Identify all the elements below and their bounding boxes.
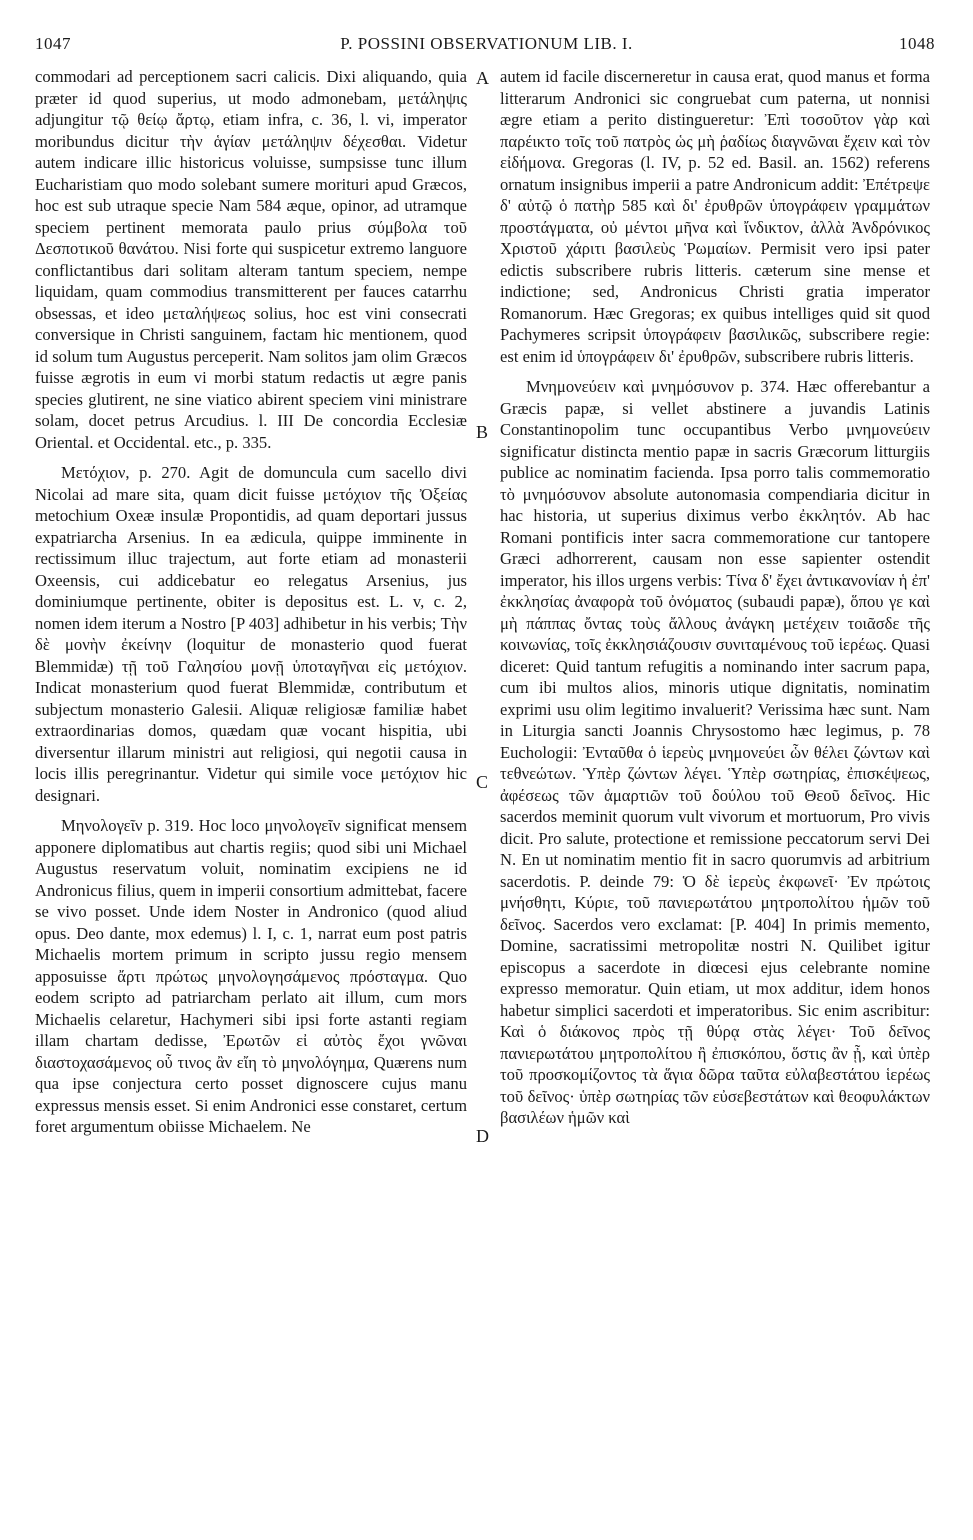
left-column bbox=[35, 66, 467, 1138]
paragraph-menologein: Μηνολογεῖν p. 319. Hoc loco μηνολογεῖν significat mensem apponere diplomatibus aut chartis regiis; quod sibi uni Michael Augustus reservatum voluit, nominatim excipiens ne id Andronicus filius, quem in imperii consortium admittebat, facere se vivo posset. Unde idem Noster in Andronico (quod aliud opus. Deo dante, mox edemus) l. I, c. 1, narrat eum post patris Michaelis mortem primum in scripto jussu regio mensem apposuisse ἄρτι πρώτως μηνολογησάμενος πρόσταγμα. Quo eodem scripto ad patriarcham perlato ait illum, cum mors Michaelis celaretur, Hachymeri sibi ipsi forte astanti regiam illam chartam dedisse, Ἐρωτῶν εἰ αὐτὸς ἔχοι γνῶναι διαστοχασάμενος οὗ τινος ἂν εἴη τὸ μηνολόγημα, Quærens num qua ipse conjectura certo posset dignoscere cujus manu expressus mensis esset. Si enim Andronici esse constaret, certum foret argumentum obiisse Michaelem. Ne bbox=[35, 816, 467, 1136]
margin-letter-c: C bbox=[476, 772, 489, 792]
right-column bbox=[500, 66, 930, 1129]
margin-letter-a: A bbox=[476, 68, 489, 88]
page-number-left: 1047 bbox=[35, 34, 71, 53]
page-number-right: 1048 bbox=[899, 34, 935, 53]
paragraph-mnemoneuein: Μνημονεύειν καὶ μνημόσυνον p. 374. Hæc offerebantur a Græcis papæ, si vellet abstinere a juvandis Latinis Constantinopolim tunc occupantibus Verbo μνημονεύειν significatur distincta mentio papæ in sacris Græcorum litturgiis publice ac nominatim facienda. Ipsa porro talis commemoratio τὸ μνημόσυνον absolute autonomasia compendiaria dicitur in hac historia, ut superius diximus verbo ἐκκλητόν. Ab hac Romani pontificis inter sacra commemoratione cur tantopere Græci adhorrerent, causam non esse sapienter ostendit imperator, his illos urgens verbis: Τίνα δ' ἔχει ἀντικανονίαν ἡ ἐπ' ἐκκλησίας ἀναφορὰ τοῦ ὀνόματος (subaudi papæ), ὅπου γε καὶ μὴ πάππας ὄντας τοὺς ἄλλους ἀνάγκη μετέχειν τοιᾶσδε τῆς κοινωνίας, τοῖς ἐκκλησιάζουσιν συνιταμένους τοῦ ἱερέως. Quasi diceret: Quid tantum refugitis a nominando inter sacrum papa, cum ibi multos alios, minoris utique dignitatis, nominatim exprimi usu olim legitimo invaluerit? Verissima hæc sunt. Nam in Liturgia sancti Joannis Chrysostomo hæc legimus, p. 78 Euchologii: Ἐνταῦθα ὁ ἱερεὺς μνημονεύει ὧν θέλει ζώντων καὶ τεθνεώτων. Ὑπὲρ ζώντων λέγει. Ὑπὲρ σωτηρίας, ἐπισκέψεως, ἀφέσεως τῶν ἁμαρτιῶν τοῦ δούλου τοῦ Θεοῦ δεῖνος. Hic sacerdos meminit quorum vult vivorum et mortuorum, Pro vivis dicit. Pro salute, protectione et remissione peccatorum servi Dei N. En ut nominatim mentio fit in sacro quorumvis ad arbitrium sacerdotis. P. deinde 79: Ὁ δὲ ἱερεὺς ἐκφωνεῖ· Ἐν πρώτοις μνήσθητι, Κύριε, τοῦ πανιερωτάτου μητροπολίτου ἡμῶν τοῦ δεῖνος. Sacerdos vero exclamat: [P. 404] In primis memento, Domine, sacratissimi metropolitæ nostri N. Quilibet igitur episcopus a sacerdote in diœcesi ejus celebrante nomine expresso memoratur. Quin etiam, ut mox additur, idem honos habetur simplici sacerdoti et imperatoribus. Sic enim ascribitur: Καὶ ὁ διάκονος πρὸς τῇ θύρᾳ στὰς λέγει· Τοῦ δεῖνος πανιερωτάτου μητροπολίτου ἢ ἐπισκόπου, ὅστις ἂν ᾖ, καὶ ὑπὲρ τοῦ προσκομίζοντος τὰ ἅγια δῶρα ταῦτα εὐλαβεστάτου ἱερέως τοῦ δεῖνος· ὑπὲρ σωτηρίας τῶν εὐσεβεστάτων καὶ θεοφυλάκτων βασιλέων ἡμῶν καὶ bbox=[500, 377, 930, 1127]
paragraph-continuation: autem id facile discerneretur in causa erat, quod manus et forma litterarum Andronici sic congruebat cum paterna, ut nonnisi ægre etiam a perito distingueretur: Ἐπὶ τοσοῦτον γὰρ καὶ παρέικτο τοῖς τοῦ πατρὸς ὡς μὴ ῥαδίως διαγνῶναι ἔχειν καὶ τὸν εἰδήμονα. Gregoras (l. IV, p. 52 ed. Basil. an. 1562) referens ornatum insignibus imperii a patre Andronicum addit: Ἐπέτρεψε δ' αὐτῷ ὁ πατὴρ 585 καὶ δι' ἐρυθρῶν ὑπογράφειν γραμμάτων προστάγματα, οὐ μέντοι μῆνα καὶ ἴνδικτον, ἀλλὰ Ἀνδρόνικος Χριστοῦ χάριτι βασιλεὺς Ῥωμαίων. Permisit vero ipsi pater edictis subscribere rubris litteris. cæterum sine mense et indictione; sed, Andronicus Christi gratia imperator Romanorum. Hæc Gregoras; ex quibus intelliges quid sit quod Pachymeres scripsit ὑπογράφειν βασιλικῶς, subscribere regie: est enim id ὑπογράφειν δι' ἐρυθρῶν, subscribere rubris litteris. bbox=[500, 67, 930, 366]
margin-letter-d: D bbox=[476, 1126, 489, 1146]
paragraph-calicis: commodari ad perceptionem sacri calicis. Dixi aliquando, quia præter id quod superius, ut modo admonebam, μετάληψις adjungitur τῷ θείῳ ἄρτῳ, etiam infra, c. 36, l. vi, imperator moribundus dicitur τὴν ἁγίαν μετάληψιν δέχεσθαι. Videtur autem indicare illic historicus voluisse, sumpsisse tunc illum Eucharistiam quo modo solebant sumere morituri apud Græcos, hoc est sub utraque specie Nam 584 æque, opinor, ad utramque speciem pertinent memorata paulo prius σύμβολα τοῦ Δεσποτικοῦ θανάτου. Nisi forte qui suspicetur extremo languore conflictantibus dari solitam alteram tantum speciem, nempe liquidam, quam commodius transmitterent per fauces catarrhu obsessas, et ideo μεταλήψεως solius, hoc est vini consecrati conversique in Christi sanguinem, factam hic mentionem, quod id solum tum Augustus perceperit. Nam solitos jam olim Græcos fuisse ægrotis in eum vi morbi statum redactis ut ægre panis species glutirent, ne sine viatico abirent speciem vini ministrare solam, docet petrus Arcudius. l. III De concordia Ecclesiæ Oriental. et Occidental. etc., p. 335. bbox=[35, 67, 467, 452]
running-title: P. POSSINI OBSERVATIONUM LIB. I. bbox=[340, 34, 633, 53]
margin-letter-b: B bbox=[476, 422, 489, 442]
paragraph-metochion: Μετόχιον, p. 270. Agit de domuncula cum sacello divi Nicolai ad mare sita, quam dicit fuisse μετόχιον τῆς Ὀξείας metochium Oxeæ insulæ Propontidis, ad quam deportari jussus expatriarcha Arsenius. In ea ædicula, quippe imminente in rectissimum illuc trajectum, aut forte etiam ad monasterii Oxeensis, cui addicebatur eo relegatus Arsenius, jus dominiumque pertinente, obiter is depositus est. L. v, c. 2, nomen idem iterum a Nostro [P 403] adhibetur in his verbis; Τὴν δὲ μονὴν ἐκείνην (loquitur de monasterio quod fuerat Blemmidæ) τῇ τοῦ Γαλησίου μονῇ ὑποταγῆναι εἰς μετόχιον. Indicat monasterium quod fuerat Blemmidæ, contributum et subjectum monasterio Galesii. Aliquæ religiosæ familiæ habet extraordinarias domos, quædam quæ vocant hispitia, ubi diversentur illarum ministri aut religiosi, qui negotii causa in locis illis peregrinantur. Videtur qui simile voce μετόχιον hic designari. bbox=[35, 463, 467, 805]
